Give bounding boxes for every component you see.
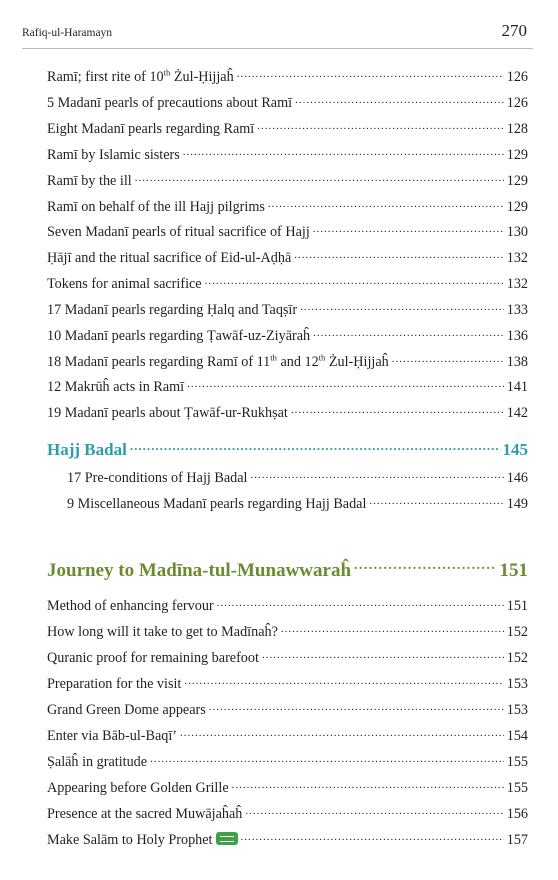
dot-leader	[392, 352, 504, 366]
toc-entry-page: 136	[506, 328, 528, 344]
dot-leader	[187, 377, 504, 391]
toc-entry[interactable]	[47, 403, 528, 423]
toc-entry[interactable]	[47, 119, 528, 139]
dot-leader	[294, 248, 503, 262]
toc-entry-title: 19 Madanī pearls about Ṭawāf-ur-Rukhṣat	[47, 405, 288, 421]
toc-entry-title: Preparation for the visit	[47, 676, 182, 692]
toc-entry-title: 5 Madanī pearls of precautions about Ramī	[47, 95, 293, 111]
dot-leader	[205, 274, 504, 288]
toc-entry-page: 141	[506, 379, 528, 395]
toc-entry-title: 10 Madanī pearls regarding Ṭawāf-uz-Ziyāraĥ	[47, 328, 311, 344]
dot-leader	[262, 648, 504, 662]
toc-subentry[interactable]	[67, 468, 528, 488]
header-rule	[22, 48, 533, 49]
toc-entry-page: 157	[506, 832, 528, 848]
toc-entry[interactable]	[47, 648, 528, 668]
toc-entry-title: Make Salām to Holy Prophet	[47, 830, 240, 850]
section-page: 145	[502, 440, 528, 459]
toc-entry[interactable]	[47, 596, 528, 616]
toc-entry-title: Ramī by the ill	[47, 173, 132, 189]
dot-leader	[150, 752, 504, 766]
toc-entry[interactable]	[47, 352, 528, 372]
toc-entry-title: Quranic proof for remaining barefoot	[47, 650, 259, 666]
toc-entry-title: Tokens for animal sacrifice	[47, 276, 202, 292]
toc-entry-page: 149	[506, 496, 528, 512]
toc-entry-page: 138	[506, 354, 528, 370]
toc-entry-title: 18 Madanī pearls regarding Ramī of 11th and 12th Żul-Ḥijjaĥ	[47, 352, 389, 370]
toc-entry-page: 146	[506, 470, 528, 486]
toc-entry[interactable]	[47, 248, 528, 268]
toc-section-madina[interactable]	[47, 558, 528, 584]
dot-leader	[313, 222, 504, 236]
toc-entry[interactable]	[47, 274, 528, 294]
toc-entry-title: Ramī on behalf of the ill Hajj pilgrims	[47, 199, 265, 215]
toc-entry-title: Grand Green Dome appears	[47, 702, 206, 718]
toc-entry-page: 132	[506, 276, 528, 292]
toc-entry[interactable]	[47, 622, 528, 642]
toc-entry-title: Ramī; first rite of 10th Żul-Ḥijjaĥ	[47, 67, 234, 85]
toc-entry-title: Method of enhancing fervour	[47, 598, 214, 614]
toc-entry-title: 12 Makrūĥ acts in Ramī	[47, 379, 185, 395]
dot-leader	[232, 778, 504, 792]
toc-entry-page: 153	[506, 702, 528, 718]
toc-entry-page: 129	[506, 199, 528, 215]
toc-entry[interactable]	[47, 67, 528, 87]
toc-entry[interactable]	[47, 830, 528, 850]
toc-entry-page: 129	[506, 173, 528, 189]
toc-entry-title: Ḥājī and the ritual sacrifice of Eid-ul-Aḍḥā	[47, 250, 292, 266]
toc-entry-page: 126	[506, 95, 528, 111]
dot-leader	[217, 596, 504, 610]
toc-entry-title: Eight Madanī pearls regarding Ramī	[47, 121, 255, 137]
toc-entry-page: 129	[506, 147, 528, 163]
toc-entry[interactable]	[47, 145, 528, 165]
toc-entry[interactable]	[47, 726, 528, 746]
toc-entry-title: Appearing before Golden Grille	[47, 780, 229, 796]
toc-entry-title: Presence at the sacred Muwājaĥaĥ	[47, 806, 243, 822]
dot-leader	[268, 197, 504, 211]
dot-leader	[354, 558, 496, 576]
dot-leader	[130, 441, 500, 455]
dot-leader	[135, 171, 504, 185]
toc-entry-title: Ṣalāĥ in gratitude	[47, 754, 148, 770]
toc-entry-page: 155	[506, 780, 528, 796]
toc-entry[interactable]	[47, 93, 528, 113]
toc-entry[interactable]	[47, 778, 528, 798]
dot-leader	[281, 622, 504, 636]
toc-entry-page: 133	[506, 302, 528, 318]
toc-entry-title: 17 Pre-conditions of Hajj Badal	[67, 470, 248, 486]
toc-entry-title: Seven Madanī pearls of ritual sacrifice of Hajj	[47, 224, 310, 240]
dot-leader	[241, 830, 504, 844]
toc-entry-title: Enter via Bāb-ul-Baqī’	[47, 728, 178, 744]
toc-entry-page: 156	[506, 806, 528, 822]
page-header	[22, 16, 527, 46]
dot-leader	[257, 119, 503, 133]
toc-entry-page: 142	[506, 405, 528, 421]
dot-leader	[369, 494, 503, 508]
running-title: Rafiq-ul-Haramayn	[22, 27, 113, 39]
toc-entry[interactable]	[47, 300, 528, 320]
dot-leader	[209, 700, 504, 714]
toc-entry[interactable]	[47, 804, 528, 824]
section-title: Journey to Madīna-tul-Munawwaraĥ	[47, 560, 352, 581]
toc-entry-page: 128	[506, 121, 528, 137]
toc-entry-title: 9 Miscellaneous Madanī pearls regarding Hajj Badal	[67, 496, 367, 512]
toc-entry[interactable]	[47, 222, 528, 242]
toc-entry-page: 132	[506, 250, 528, 266]
dot-leader	[180, 726, 504, 740]
dot-leader	[300, 300, 504, 314]
toc-entry[interactable]	[47, 197, 528, 217]
dot-leader	[245, 804, 503, 818]
toc-entry[interactable]	[47, 752, 528, 772]
dot-leader	[291, 403, 504, 417]
toc-entry-page: 130	[506, 224, 528, 240]
toc-entry-page: 153	[506, 676, 528, 692]
toc-entry-title: Ramī by Islamic sisters	[47, 147, 180, 163]
dot-leader	[183, 145, 504, 159]
toc-entry-title: 17 Madanī pearls regarding Ḥalq and Taqṣīr	[47, 302, 298, 318]
toc-entry-page: 155	[506, 754, 528, 770]
page-number: 270	[501, 21, 527, 40]
toc-entry[interactable]	[47, 377, 528, 397]
dot-leader	[237, 67, 504, 81]
toc-entry-page: 151	[506, 598, 528, 614]
toc-subentry[interactable]	[67, 494, 528, 514]
toc-entry[interactable]	[47, 171, 528, 191]
dot-leader	[184, 674, 503, 688]
dot-leader	[313, 326, 504, 340]
salat-calligraphy-icon	[216, 832, 238, 845]
toc-entry[interactable]	[47, 674, 528, 694]
toc-entry[interactable]	[47, 326, 528, 346]
toc-entry[interactable]	[47, 700, 528, 720]
dot-leader	[295, 93, 504, 107]
toc-entry-page: 152	[506, 624, 528, 640]
toc-entry-title: How long will it take to get to Madīnaĥ?	[47, 624, 278, 640]
toc-entry-page: 154	[506, 728, 528, 744]
toc-section-hajj-badal[interactable]	[47, 438, 528, 462]
section-page: 151	[499, 560, 528, 581]
section-title: Hajj Badal	[47, 440, 127, 459]
toc-entry-page: 152	[506, 650, 528, 666]
toc-entry-page: 126	[506, 69, 528, 85]
dot-leader	[250, 468, 503, 482]
